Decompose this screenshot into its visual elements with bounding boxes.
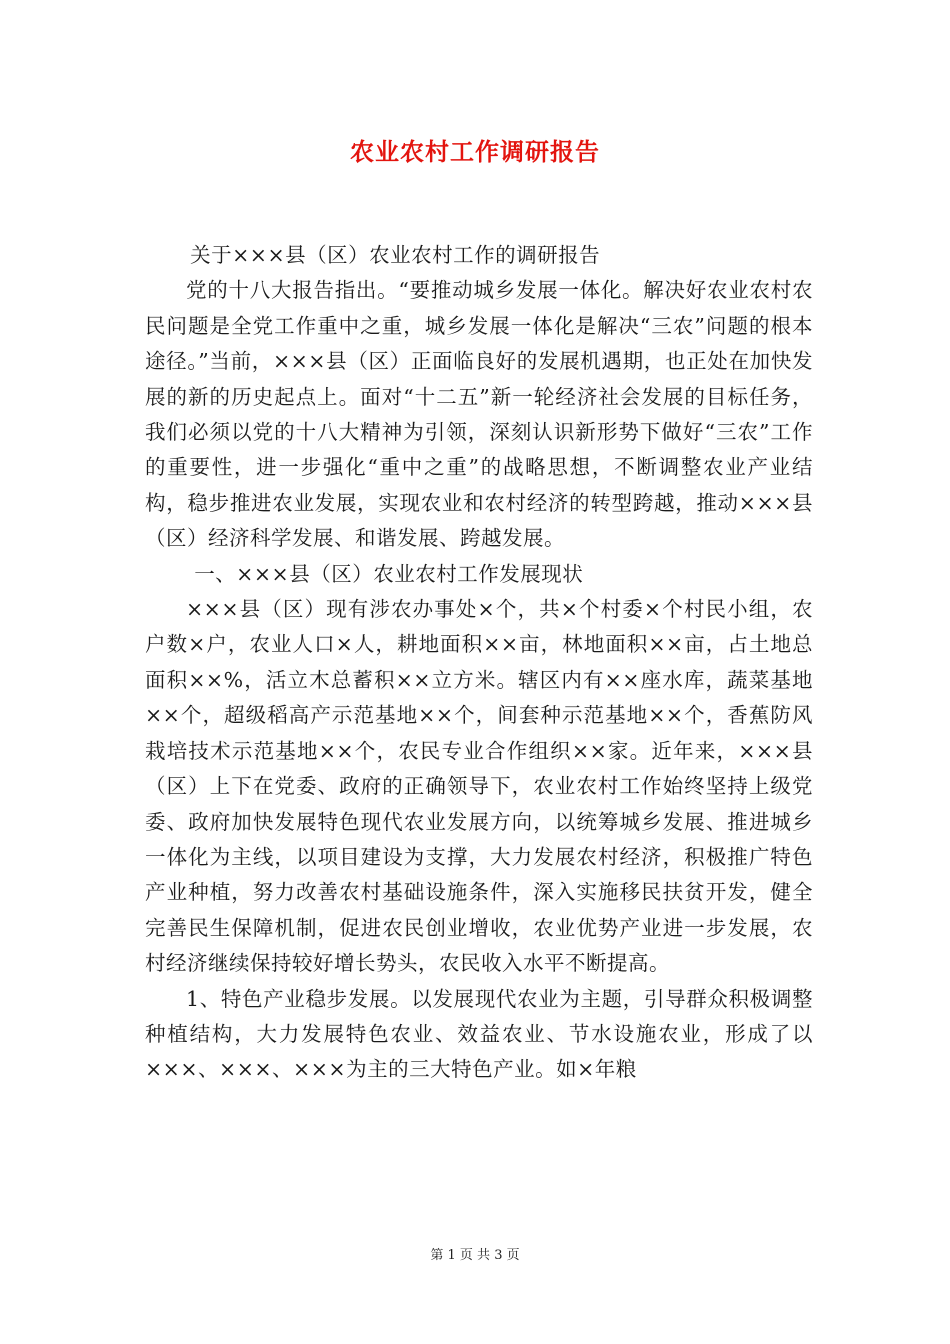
paragraph-industry: 1、特色产业稳步发展。以发展现代农业为主题，引导群众积极调整种植结构，大力发展特色农业、效益农业、节水设施农业，形成了以×××、×××、×××为主的三大特色产业。如×年粮 (145, 986, 813, 1082)
document-title: 农业农村工作调研报告 (350, 137, 600, 166)
section-heading: 一、×××县（区）农业农村工作发展现状 (194, 561, 584, 586)
paragraph-intro: 党的十八大报告指出。“要推动城乡发展一体化。解决好农业农村农民问题是全党工作重中之重，城乡发展一体化是解决“三农”问题的根本途径。”当前，×××县（区）正面临良好的发展机遇期，也正处在加快发展的新的历史起点上。面对“十二五”新一轮经济社会发展的目标任务，我们必须以党的十八大精神为引领，深刻认识新形势下做好“三农”工作的重要性，进一步强化“重中之重”的战略思想，不断调整农业产业结构，稳步推进农业发展，实现农业和农村经济的转型跨越，推动×××县（区）经济科学发展、和谐发展、跨越发展。 (145, 278, 813, 551)
paragraph-status: ×××县（区）现有涉农办事处×个，共×个村委×个村民小组，农户数×户，农业人口×人，耕地面积××亩，林地面积××亩，占土地总面积××%，活立木总蓄积××立方米。辖区内有××座水库，蔬菜基地××个，超级稻高产示范基地××个，间套种示范基地××个，香蕉防风栽培技术示范基地××个，农民专业合作组织××家。近年来，×××县（区）上下在党委、政府的正确领导下，农业农村工作始终坚持上级党委、政府加快发展特色现代农业发展方向，以统筹城乡发展、推进城乡一体化为主线，以项目建设为支撑，大力发展农村经济，积极推广特色产业种植，努力改善农村基础设施条件，深入实施移民扶贫开发，健全完善民生保障机制，促进农民创业增收，农业优势产业进一步发展，农村经济继续保持较好增长势头，农民收入水平不断提高。 (145, 597, 813, 976)
document-subtitle: 关于×××县（区）农业农村工作的调研报告 (190, 243, 601, 267)
page-number: 第 1 页 共 3 页 (430, 1248, 520, 1263)
document-body (145, 238, 813, 1088)
